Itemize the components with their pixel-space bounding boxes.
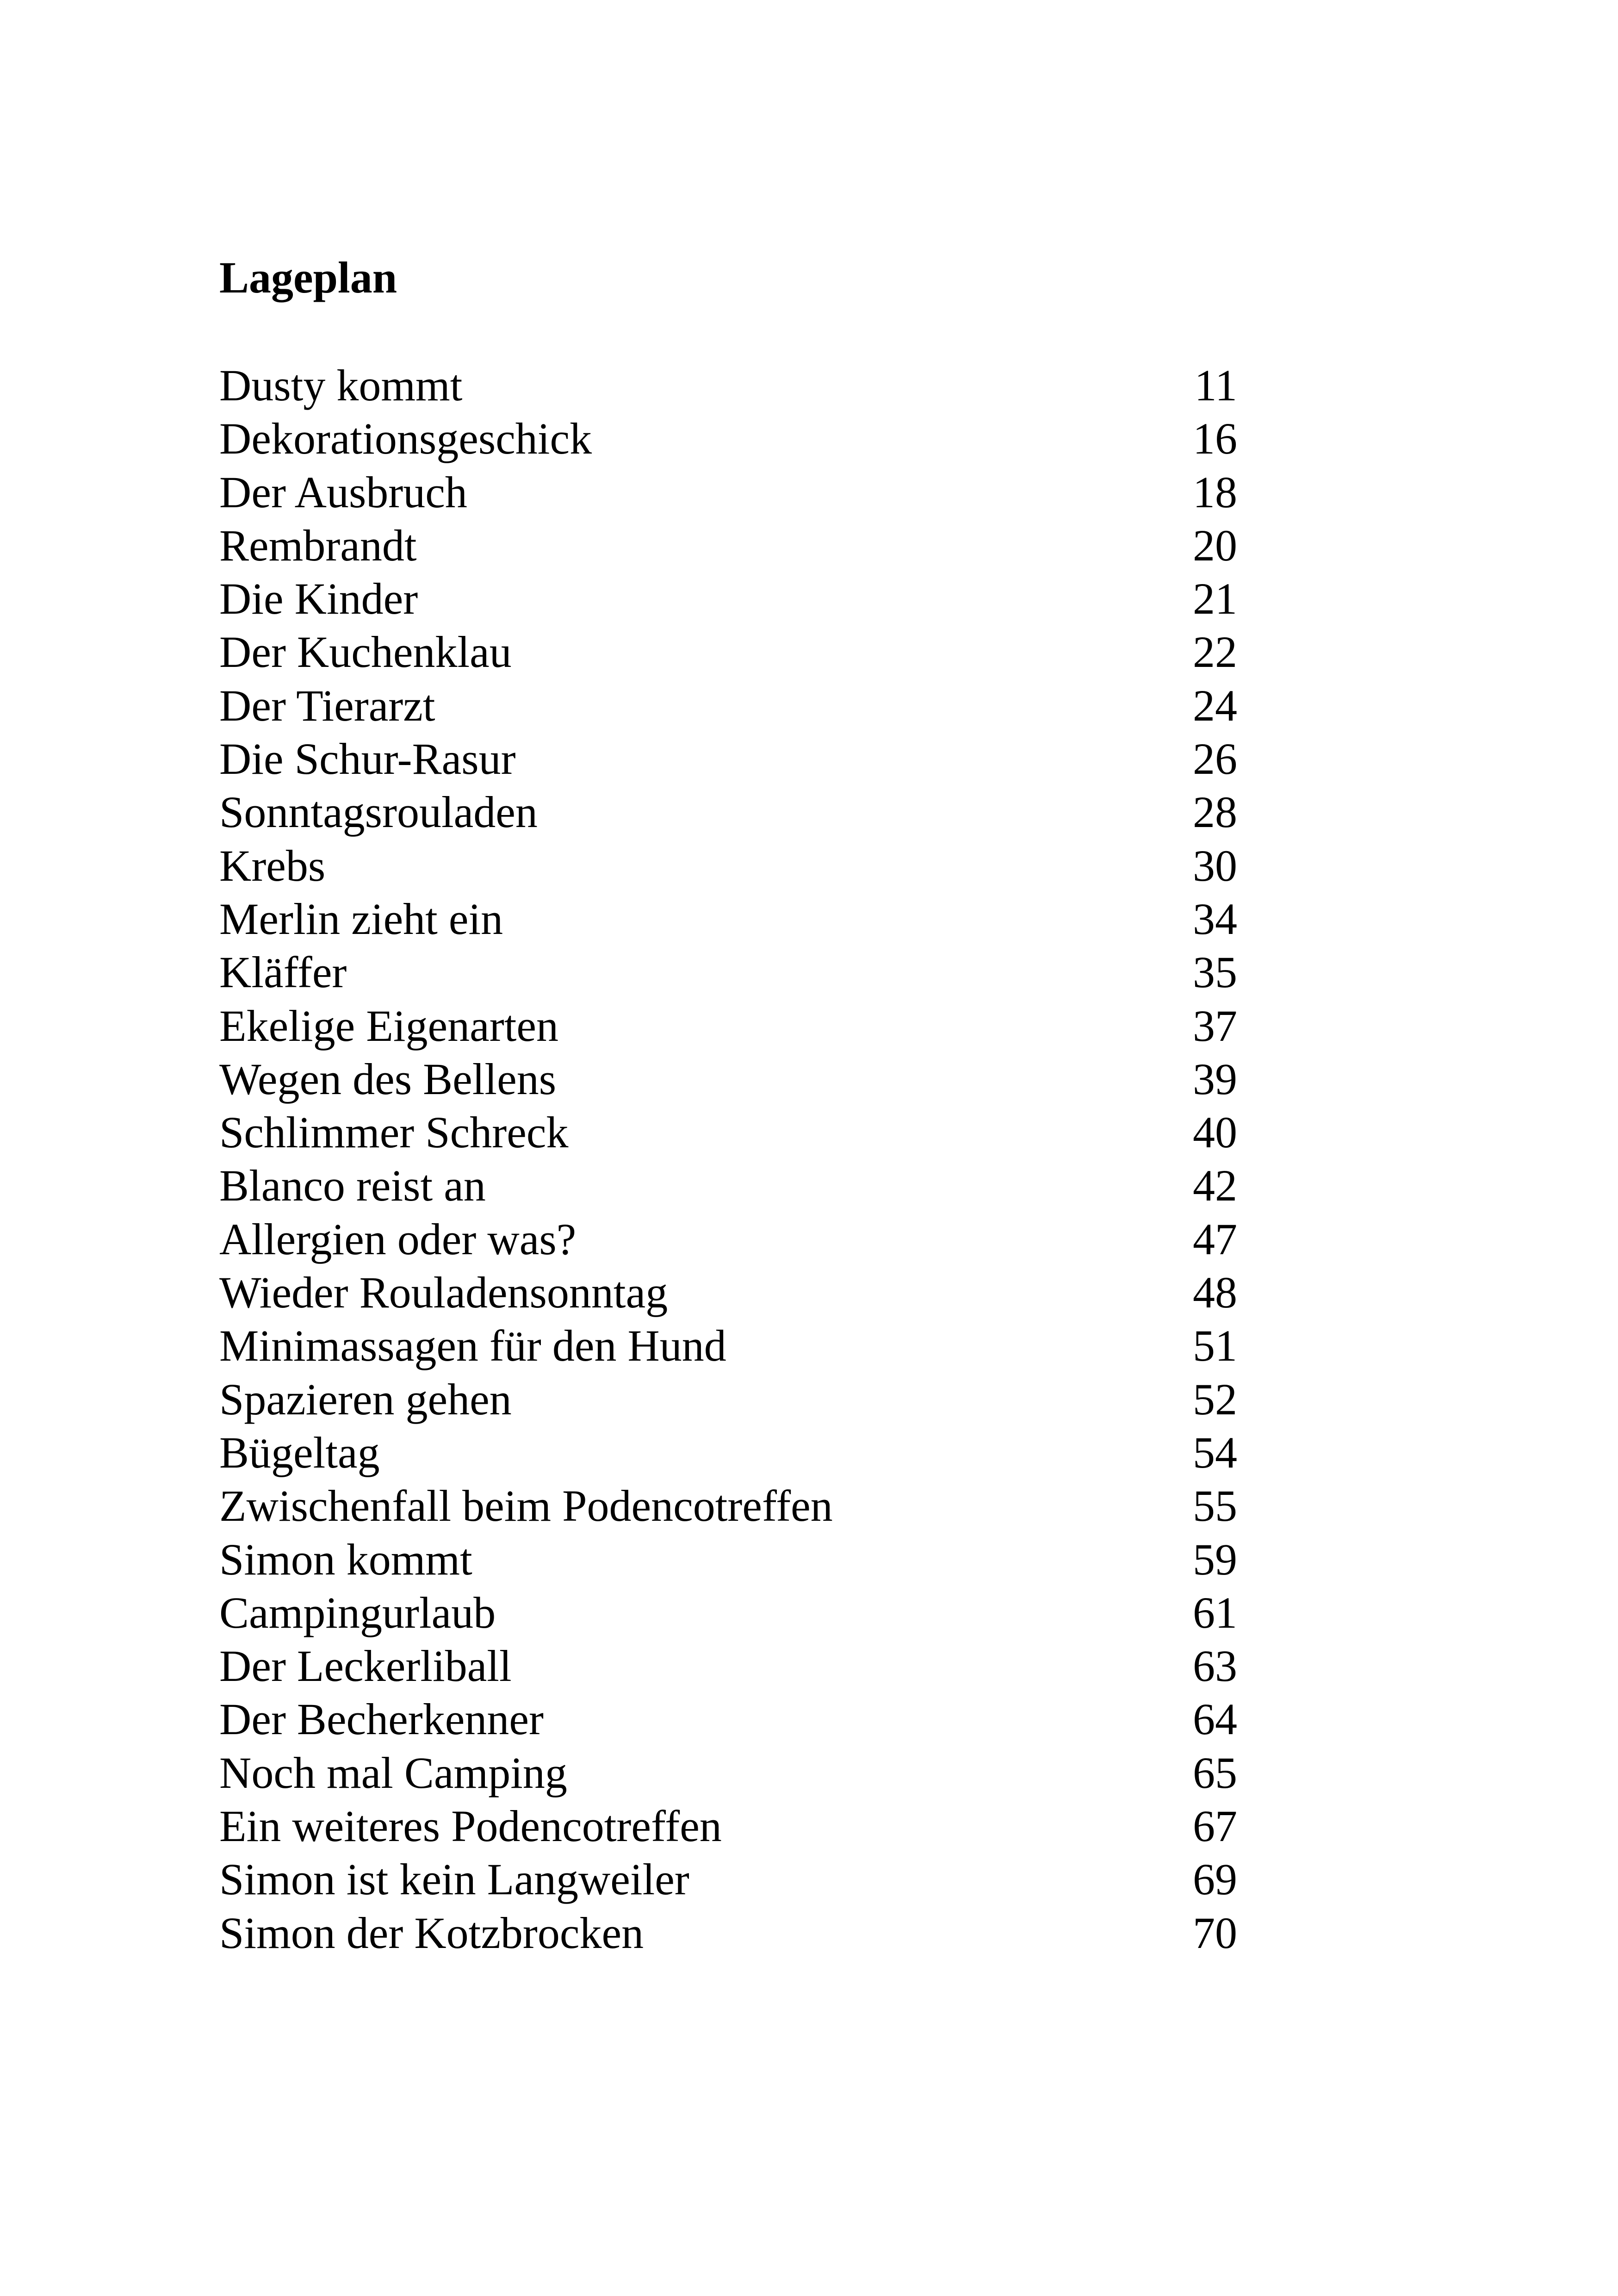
toc-entry-title: Simon kommt [219,1534,472,1584]
toc-entry [219,1213,1237,1266]
toc-entry-page-number: 52 [1193,1374,1237,1424]
toc-entry-page-number: 54 [1193,1427,1237,1477]
toc-entry [219,839,1237,892]
toc-entry [219,1052,1237,1106]
toc-entry [219,1266,1237,1319]
toc-entry [219,732,1237,785]
toc-entry-page-number: 69 [1193,1854,1237,1904]
toc-entry-page-number: 42 [1193,1161,1237,1211]
toc-entry-page-number: 24 [1193,680,1237,730]
toc-entry-page-number: 22 [1193,627,1237,677]
toc-entry-page-number: 21 [1193,574,1237,624]
toc-entry-title: Simon ist kein Langweiler [219,1854,689,1904]
toc-entry-title: Spazieren gehen [219,1374,512,1424]
toc-entry-title: Rembrandt [219,520,417,570]
toc-entry-title: Schlimmer Schreck [219,1108,569,1157]
toc-entry-title: Die Kinder [219,574,418,624]
toc-entry-page-number: 47 [1193,1214,1237,1264]
table-of-contents [219,359,1237,1960]
toc-entry-page-number: 20 [1193,520,1237,570]
toc-entry-title: Merlin zieht ein [219,894,503,944]
toc-entry-title: Die Schur-Rasur [219,734,516,784]
toc-entry-page-number: 48 [1193,1268,1237,1318]
toc-entry [219,1853,1237,1906]
toc-entry [219,1746,1237,1799]
toc-entry-title: Wegen des Bellens [219,1054,557,1104]
toc-entry-page-number: 65 [1193,1748,1237,1798]
toc-entry-title: Blanco reist an [219,1161,486,1211]
toc-entry-page-number: 55 [1193,1481,1237,1531]
toc-entry-page-number: 40 [1193,1108,1237,1157]
toc-entry [219,1692,1237,1746]
toc-entry-page-number: 39 [1193,1054,1237,1104]
toc-entry [219,1586,1237,1639]
toc-entry [219,1319,1237,1372]
toc-entry [219,1639,1237,1692]
toc-entry [219,625,1237,678]
toc-entry [219,785,1237,839]
toc-entry-title: Zwischenfall beim Podencotreffen [219,1481,833,1531]
toc-entry-page-number: 28 [1193,787,1237,837]
toc-entry-page-number: 63 [1193,1641,1237,1691]
toc-entry [219,466,1237,519]
toc-heading: Lageplan [219,253,397,302]
toc-entry [219,999,1237,1052]
toc-entry-title: Ein weiteres Podencotreffen [219,1801,722,1851]
toc-entry-page-number: 18 [1193,467,1237,517]
toc-entry-title: Der Ausbruch [219,467,467,517]
toc-entry [219,1373,1237,1426]
toc-entry-title: Wieder Rouladensonntag [219,1268,668,1318]
toc-entry-title: Ekelige Eigenarten [219,1001,558,1051]
toc-entry [219,892,1237,946]
toc-entry [219,359,1237,412]
toc-entry [219,679,1237,732]
toc-entry [219,1533,1237,1586]
toc-entry-page-number: 51 [1193,1321,1237,1371]
toc-entry [219,1479,1237,1532]
toc-entry-title: Der Leckerliball [219,1641,512,1691]
toc-entry [219,572,1237,625]
toc-entry-page-number: 64 [1193,1694,1237,1744]
toc-entry-title: Sonntagsrouladen [219,787,538,837]
toc-entry [219,946,1237,999]
toc-entry-page-number: 35 [1193,947,1237,997]
toc-entry-title: Krebs [219,840,326,890]
toc-entry-title: Dekorationsgeschick [219,414,592,464]
toc-entry-title: Der Becherkenner [219,1694,544,1744]
toc-entry [219,1799,1237,1853]
toc-entry-page-number: 61 [1193,1587,1237,1637]
toc-entry-page-number: 30 [1193,840,1237,890]
toc-entry-page-number: 67 [1193,1801,1237,1851]
toc-entry-page-number: 26 [1193,734,1237,784]
toc-entry [219,519,1237,572]
toc-entry-page-number: 59 [1193,1534,1237,1584]
toc-entry-page-number: 16 [1193,414,1237,464]
toc-entry-title: Der Kuchenklau [219,627,512,677]
toc-entry-page-number: 34 [1193,894,1237,944]
toc-entry-title: Simon der Kotzbrocken [219,1908,644,1958]
toc-entry [219,1106,1237,1159]
toc-entry-page-number: 11 [1194,361,1237,410]
toc-entry [219,1906,1237,1960]
toc-entry-page-number: 37 [1193,1001,1237,1051]
toc-entry-title: Allergien oder was? [219,1214,577,1264]
toc-entry [219,1426,1237,1479]
toc-entry [219,1159,1237,1212]
toc-entry-title: Dusty kommt [219,361,463,410]
toc-entry-title: Noch mal Camping [219,1748,567,1798]
toc-entry-title: Der Tierarzt [219,680,435,730]
toc-entry-title: Campingurlaub [219,1587,496,1637]
toc-entry-title: Kläffer [219,947,347,997]
toc-entry-title: Minimassagen für den Hund [219,1321,726,1371]
toc-entry [219,412,1237,465]
toc-entry-page-number: 70 [1193,1908,1237,1958]
toc-entry-title: Bügeltag [219,1427,380,1477]
